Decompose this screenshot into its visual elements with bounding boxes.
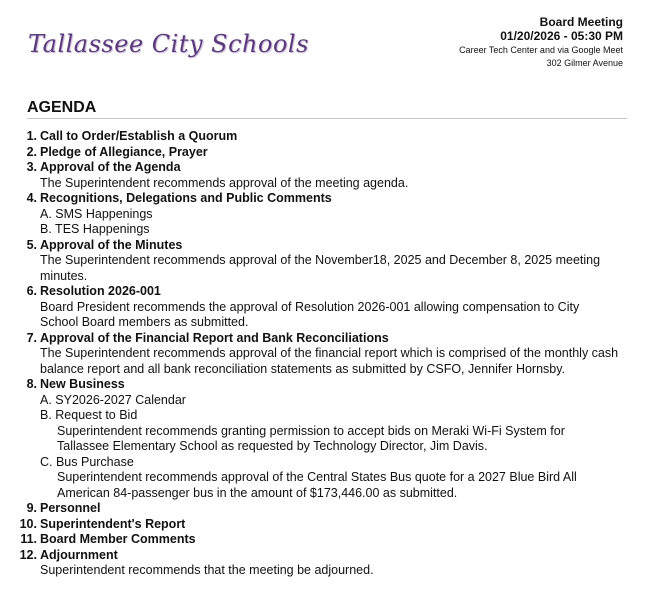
item-number: 2.: [26, 144, 37, 159]
item-number: 9.: [26, 501, 37, 515]
sub-item-label: A. SY2026-2027 Calendar: [40, 392, 186, 407]
meeting-title: Board Meeting: [539, 15, 623, 29]
item-title: New Business: [40, 377, 125, 391]
item-title: Adjournment: [40, 547, 118, 562]
item-number: 4.: [26, 191, 37, 205]
item-title: Recognitions, Delegations and Public Comments: [40, 191, 332, 205]
item-title: Approval of the Agenda: [40, 160, 181, 174]
meeting-address: 302 Gilmer Avenue: [546, 57, 623, 68]
document-header: [0, 0, 650, 80]
agenda-item: [0, 191, 650, 207]
item-number: 5.: [26, 237, 37, 252]
item-number: 11.: [20, 532, 37, 546]
meeting-location: Career Tech Center and via Google Meet: [459, 44, 623, 55]
item-title: Resolution 2026-001: [40, 284, 161, 298]
sub-item-label: B. Request to Bid: [40, 408, 138, 422]
agenda-item: [0, 145, 650, 161]
item-number: 6.: [26, 284, 37, 298]
school-logo: Tallassee City Schools: [28, 30, 309, 58]
meeting-datetime: 01/20/2026 - 05:30 PM: [500, 28, 623, 43]
meeting-info: [459, 16, 623, 70]
item-description: Superintendent recommends that the meeting be adjourned.: [40, 563, 374, 577]
agenda-item: [0, 284, 650, 300]
sub-item-label: A. SMS Happenings: [40, 206, 153, 221]
agenda-item: [0, 377, 650, 393]
item-number: 8.: [26, 377, 37, 391]
sub-item: [0, 393, 650, 409]
item-title: Pledge of Allegiance, Prayer: [40, 144, 208, 159]
sub-item-description: Superintendent recommends granting permission to accept bids on Meraki Wi-Fi System for Tallassee Elementary School as requested by Technology Director, Jim Davis.: [57, 423, 565, 453]
agenda-item: [0, 548, 650, 564]
agenda-item: [0, 517, 650, 533]
agenda-item: [0, 160, 650, 176]
item-description: The Superintendent recommends approval of the November18, 2025 and December 8, 2025 meeting minutes.: [40, 253, 601, 283]
item-title: Board Member Comments: [40, 532, 196, 546]
item-number: 3.: [26, 160, 37, 174]
item-title: Personnel: [40, 501, 101, 515]
item-title: Superintendent's Report: [40, 516, 186, 531]
agenda-item: [0, 238, 650, 254]
item-description: The Superintendent recommends approval of the meeting agenda.: [40, 175, 409, 190]
item-title: Approval of the Minutes: [40, 237, 183, 252]
item-number: 12.: [19, 547, 37, 562]
item-title: Approval of the Financial Report and Bank Reconciliations: [40, 330, 389, 345]
sub-item: [0, 207, 650, 223]
sub-item-label: C. Bus Purchase: [40, 454, 134, 469]
agenda-list: [0, 129, 650, 579]
sub-item: [0, 222, 650, 238]
sub-item: [0, 455, 650, 471]
agenda-item: [0, 331, 650, 347]
agenda-item: [0, 129, 650, 145]
agenda-item: [0, 501, 650, 517]
agenda-heading: AGENDA: [27, 99, 97, 116]
heading-divider: [27, 118, 627, 119]
item-number: 1.: [26, 129, 37, 143]
sub-item-label: B. TES Happenings: [40, 222, 150, 236]
item-description: The Superintendent recommends approval of the financial report which is comprised of the monthly cash balance report and all bank reconciliation statements as submitted by CSFO, Jennifer Hornsby.: [40, 346, 619, 376]
item-description: Board President recommends the approval of Resolution 2026-001 allowing compensation to City School Board members as submitted.: [40, 299, 580, 329]
item-title: Call to Order/Establish a Quorum: [40, 129, 238, 143]
sub-item-description: Superintendent recommends approval of the Central States Bus quote for a 2027 Blue Bird All American 84-passenger bus in the amount of $173,446.00 as submitted.: [57, 470, 577, 500]
agenda-item: [0, 532, 650, 548]
item-number: 10.: [19, 516, 37, 531]
item-number: 7.: [26, 330, 37, 345]
sub-item: [0, 408, 650, 424]
